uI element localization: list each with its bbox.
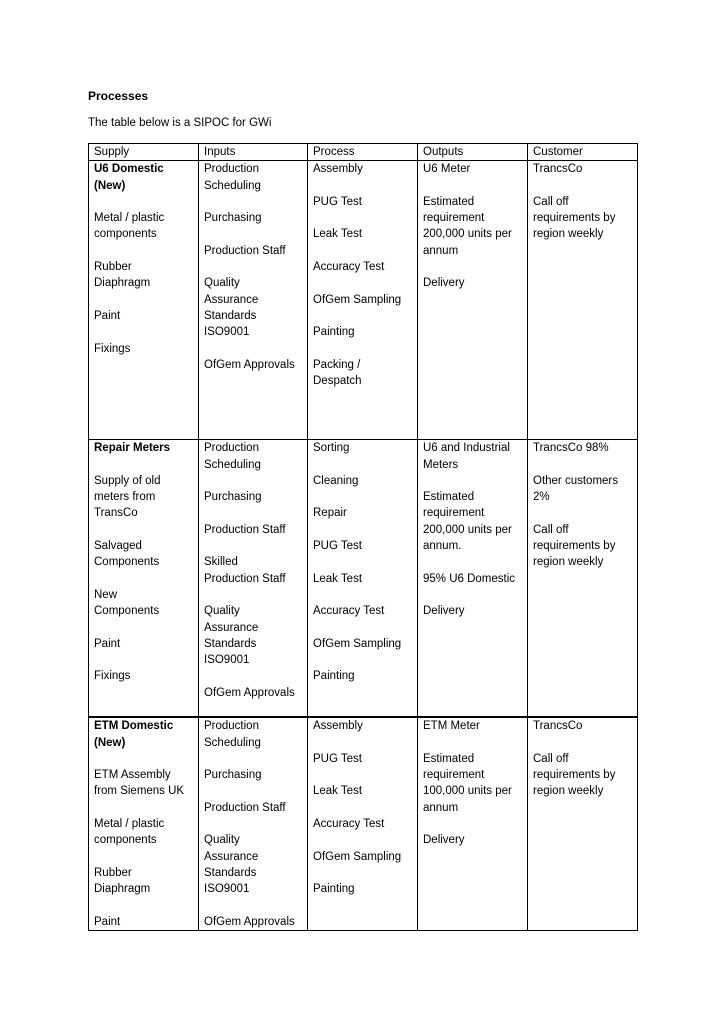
cell-line: Accuracy Test	[313, 818, 385, 831]
cell-line: Fixings	[94, 342, 131, 355]
cell-line	[94, 243, 195, 259]
cell-line: requirements by	[533, 540, 616, 553]
cell-line: TrancsCo 98%	[533, 442, 609, 455]
cell-line	[313, 243, 414, 259]
cell-line	[533, 457, 634, 473]
cell-line: Delivery	[423, 834, 465, 847]
cell-line: region weekly	[533, 785, 604, 798]
cell-line: OfGem Sampling	[313, 293, 402, 306]
cell-line: 200,000 units per	[423, 228, 512, 241]
cell-line: Production Staff	[204, 801, 286, 814]
cell-line: Estimated	[423, 491, 475, 504]
cell-line: Accuracy Test	[313, 605, 385, 618]
cell-line: New	[94, 588, 118, 601]
header-supply: Supply	[89, 144, 199, 161]
cell-line: OfGem Sampling	[313, 637, 402, 650]
cell-inputs	[199, 717, 308, 930]
cell-line	[313, 457, 414, 473]
cell-line: Standards	[204, 866, 257, 879]
intro-text: The table below is a SIPOC for GWi	[88, 117, 272, 129]
cell-line	[423, 259, 524, 275]
cell-line	[313, 308, 414, 324]
cell-line: Quality	[204, 277, 240, 290]
cell-line: TrancsCo	[533, 163, 583, 176]
cell-line: 200,000 units per	[423, 523, 512, 536]
cell-line: Leak Test	[313, 228, 363, 241]
cell-line: Assurance	[204, 621, 259, 634]
cell-line	[94, 898, 195, 914]
cell-outputs	[418, 161, 528, 440]
cell-line: Repair	[313, 507, 347, 520]
cell-line: Quality	[204, 605, 240, 618]
cell-line: Painting	[313, 883, 355, 896]
cell-line	[313, 767, 414, 783]
table-row	[89, 161, 638, 440]
cell-line: 2%	[533, 491, 550, 504]
cell-line	[313, 652, 414, 668]
cell-line: requirements by	[533, 769, 616, 782]
cell-line: requirement	[423, 212, 485, 225]
cell-line	[313, 178, 414, 194]
cell-line	[423, 554, 524, 570]
cell-line: Delivery	[423, 605, 465, 618]
cell-line	[313, 210, 414, 226]
cell-line	[204, 898, 304, 914]
cell-line	[204, 816, 304, 832]
cell-line: region weekly	[533, 556, 604, 569]
cell-line	[423, 587, 524, 603]
cell-line: Metal / plastic	[94, 818, 165, 831]
cell-process	[308, 717, 418, 930]
cell-line: Diaphragm	[94, 883, 151, 896]
cell-line: Paint	[94, 637, 121, 650]
cell-line	[313, 489, 414, 505]
cell-customer	[528, 440, 638, 718]
cell-line: Painting	[313, 326, 355, 339]
cell-line: OfGem Approvals	[204, 686, 295, 699]
cell-line: Paint	[94, 309, 121, 322]
cell-supply	[89, 717, 199, 930]
cell-line: U6 Meter	[423, 163, 471, 176]
cell-line	[94, 751, 195, 767]
cell-line	[313, 587, 414, 603]
cell-line	[94, 849, 195, 865]
cell-process	[308, 161, 418, 440]
cell-line: Fixings	[94, 670, 131, 683]
cell-line: U6 and Industrial	[423, 442, 510, 455]
cell-process	[308, 440, 418, 718]
cell-line	[94, 652, 195, 668]
cell-outputs	[418, 717, 528, 930]
cell-line: Standards	[204, 637, 257, 650]
cell-line	[313, 865, 414, 881]
cell-line: Estimated	[423, 195, 475, 208]
cell-line: components	[94, 228, 157, 241]
cell-line: Call off	[533, 752, 569, 765]
cell-supply	[89, 161, 199, 440]
header-process: Process	[308, 144, 418, 161]
cell-line: Cleaning	[313, 474, 359, 487]
cell-line	[94, 457, 195, 473]
cell-line	[313, 800, 414, 816]
sipoc-table	[88, 143, 638, 931]
cell-line: Estimated	[423, 752, 475, 765]
cell-line	[204, 194, 304, 210]
cell-line: PUG Test	[313, 540, 362, 553]
cell-line: Production	[204, 442, 259, 455]
cell-line: from Siemens UK	[94, 785, 185, 798]
cell-line	[423, 473, 524, 489]
cell-line: Call off	[533, 195, 569, 208]
cell-line: U6 Domestic	[94, 163, 164, 176]
cell-line	[313, 341, 414, 357]
cell-line: annum.	[423, 540, 462, 553]
cell-line: Scheduling	[204, 736, 261, 749]
cell-line: Assurance	[204, 850, 259, 863]
cell-line	[94, 522, 195, 538]
cell-line: OfGem Approvals	[204, 915, 295, 928]
cell-line: Purchasing	[204, 491, 262, 504]
cell-line	[94, 800, 195, 816]
cell-line: ISO9001	[204, 326, 250, 339]
cell-supply	[89, 440, 199, 718]
cell-outputs	[418, 440, 528, 718]
cell-line: Quality	[204, 834, 240, 847]
cell-line	[204, 473, 304, 489]
cell-line: Production	[204, 720, 259, 733]
cell-line: Assembly	[313, 720, 363, 733]
cell-line: Salvaged	[94, 540, 142, 553]
cell-line: annum	[423, 801, 459, 814]
cell-line	[204, 341, 304, 357]
cell-line: Scheduling	[204, 179, 261, 192]
cell-line: Other customers	[533, 474, 618, 487]
cell-line: Production Staff	[204, 523, 286, 536]
cell-line: Sorting	[313, 442, 350, 455]
cell-line: Diaphragm	[94, 277, 151, 290]
cell-line	[313, 554, 414, 570]
cell-line: Production Staff	[204, 572, 286, 585]
cell-line: ETM Assembly	[94, 769, 171, 782]
cell-line: Repair Meters	[94, 442, 171, 455]
cell-line: (New)	[94, 179, 126, 192]
cell-line: PUG Test	[313, 752, 362, 765]
cell-line: Leak Test	[313, 785, 363, 798]
cell-line	[313, 832, 414, 848]
cell-line: Leak Test	[313, 572, 363, 585]
cell-line	[423, 735, 524, 751]
cell-line: Supply of old	[94, 474, 161, 487]
section-heading: Processes	[88, 89, 149, 103]
cell-line: Assembly	[313, 163, 363, 176]
table-row	[89, 440, 638, 718]
cell-line	[533, 178, 634, 194]
cell-line: Components	[94, 605, 160, 618]
cell-line: region weekly	[533, 228, 604, 241]
cell-line	[94, 620, 195, 636]
cell-line	[533, 735, 634, 751]
cell-line	[94, 571, 195, 587]
cell-line: 100,000 units per	[423, 785, 512, 798]
cell-customer	[528, 717, 638, 930]
cell-line: Despatch	[313, 375, 362, 388]
cell-line	[204, 505, 304, 521]
cell-line: OfGem Sampling	[313, 850, 402, 863]
cell-line	[94, 324, 195, 340]
cell-line: Call off	[533, 523, 569, 536]
cell-line: requirement	[423, 769, 485, 782]
cell-line	[423, 178, 524, 194]
header-inputs: Inputs	[199, 144, 308, 161]
cell-line: Purchasing	[204, 769, 262, 782]
cell-line: Meters	[423, 458, 459, 471]
cell-line	[204, 668, 304, 684]
cell-line: Skilled	[204, 556, 238, 569]
cell-line: ETM Domestic	[94, 720, 174, 733]
cell-line: Metal / plastic	[94, 212, 165, 225]
header-customer: Customer	[528, 144, 638, 161]
cell-line	[94, 292, 195, 308]
cell-line: Packing /	[313, 358, 361, 371]
cell-line: Accuracy Test	[313, 261, 385, 274]
cell-line	[204, 538, 304, 554]
cell-line: Scheduling	[204, 458, 261, 471]
cell-line: ISO9001	[204, 883, 250, 896]
cell-line	[204, 226, 304, 242]
cell-line: meters from	[94, 491, 156, 504]
cell-line: Delivery	[423, 277, 465, 290]
cell-line	[423, 816, 524, 832]
cell-line: PUG Test	[313, 195, 362, 208]
cell-line: Painting	[313, 670, 355, 683]
cell-line: Purchasing	[204, 212, 262, 225]
cell-line	[204, 259, 304, 275]
cell-line	[313, 620, 414, 636]
cell-line	[204, 587, 304, 603]
cell-line	[313, 275, 414, 291]
cell-line: Production Staff	[204, 244, 286, 257]
header-outputs: Outputs	[418, 144, 528, 161]
cell-line: ETM Meter	[423, 720, 480, 733]
cell-line: ISO9001	[204, 654, 250, 667]
cell-line: Standards	[204, 309, 257, 322]
table-row	[89, 717, 638, 930]
cell-line: requirements by	[533, 212, 616, 225]
cell-line: Rubber	[94, 261, 132, 274]
cell-inputs	[199, 161, 308, 440]
cell-line: requirement	[423, 507, 485, 520]
cell-line: Rubber	[94, 866, 132, 879]
cell-line	[533, 505, 634, 521]
cell-line: Components	[94, 556, 160, 569]
cell-line: TrancsCo	[533, 720, 583, 733]
cell-line	[94, 194, 195, 210]
cell-line: Assurance	[204, 293, 259, 306]
table-header-row	[89, 144, 638, 161]
cell-line: Production	[204, 163, 259, 176]
cell-line	[313, 735, 414, 751]
cell-line: Paint	[94, 915, 121, 928]
cell-line: (New)	[94, 736, 126, 749]
cell-line: annum	[423, 244, 459, 257]
cell-line	[313, 522, 414, 538]
cell-line: TransCo	[94, 507, 138, 520]
cell-line: 95% U6 Domestic	[423, 572, 516, 585]
cell-line	[204, 751, 304, 767]
cell-customer	[528, 161, 638, 440]
cell-inputs	[199, 440, 308, 718]
cell-line: OfGem Approvals	[204, 358, 295, 371]
cell-line: components	[94, 834, 157, 847]
cell-line	[204, 783, 304, 799]
